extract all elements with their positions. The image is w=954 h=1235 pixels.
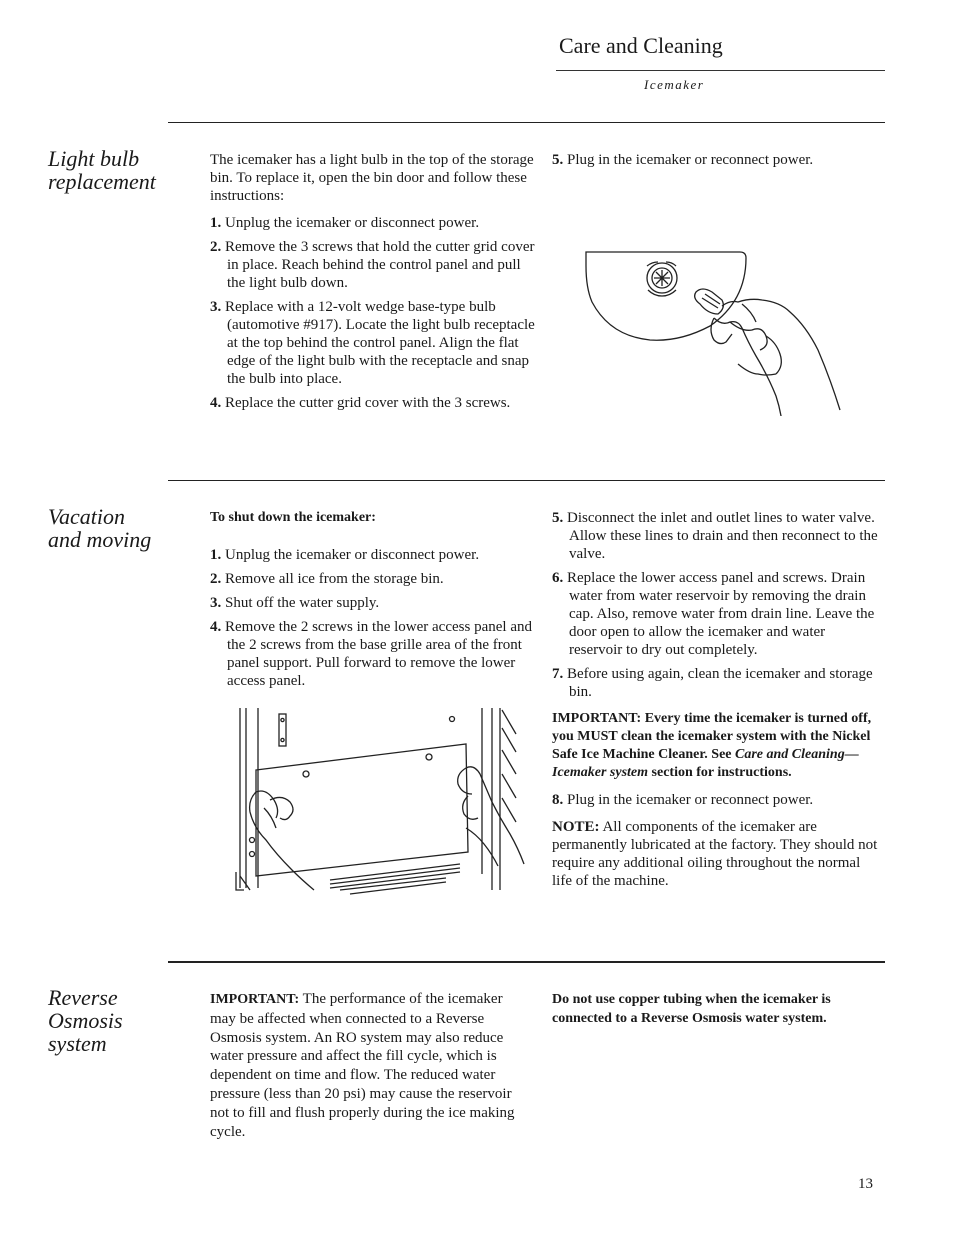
lubrication-note: NOTE: All components of the icemaker are permanently lubricated at the factory. They should not require any additional oiling throughout the normal life of the machine. bbox=[552, 819, 878, 889]
section-title-light-bulb: Light bulb replacement bbox=[48, 146, 156, 194]
list-item: 2. Remove all ice from the storage bin. bbox=[210, 571, 444, 587]
section-divider bbox=[168, 122, 885, 123]
list-item: 7. Before using again, clean the icemaker and storage bin. bbox=[552, 666, 873, 700]
shutdown-steps bbox=[210, 546, 540, 690]
section-title-reverse-osmosis: Reverse Osmosis system bbox=[48, 985, 123, 1056]
light-bulb-steps bbox=[210, 214, 536, 412]
vacation-steps-continued bbox=[552, 509, 882, 701]
ro-important-notice: IMPORTANT: The performance of the icemaker may be affected when connected to a Reverse Osmosis system. An RO system may also reduce water pressure and affect the fill cycle, which is dependent on time and flow. The reduced water pressure (less than 20 psi) may cause the reservoir not to fill and flush properly during the ice making cycle. bbox=[210, 991, 515, 1140]
reverse-osmosis-right-column bbox=[552, 990, 882, 1037]
light-bulb-illustration bbox=[580, 246, 850, 416]
list-item: 3. Shut off the water supply. bbox=[210, 595, 380, 611]
list-item: 5. Disconnect the inlet and outlet lines to water valve. Allow these lines to drain and then reconnect to the valve. bbox=[552, 510, 878, 562]
list-item: 8. Plug in the icemaker or reconnect power. bbox=[552, 792, 814, 808]
light-bulb-intro: The icemaker has a light bulb in the top of the storage bin. To replace it, open the bin door and follow these instructions: bbox=[210, 152, 534, 204]
reverse-osmosis-left-column bbox=[210, 990, 528, 1150]
section-title-vacation: Vacation and moving bbox=[48, 504, 152, 552]
list-item: 4. Remove the 2 screws in the lower access panel and the 2 screws from the base grille area of the front panel support. Pull forward to remove the lower access panel. bbox=[210, 619, 532, 689]
vacation-right-column bbox=[552, 509, 882, 899]
page-number: 13 bbox=[858, 1176, 873, 1192]
section-divider bbox=[168, 961, 885, 963]
list-item: 5. Plug in the icemaker or reconnect power. bbox=[552, 152, 814, 168]
shutdown-heading: To shut down the icemaker: bbox=[210, 510, 376, 525]
page-header-subtitle: Icemaker bbox=[644, 77, 705, 92]
copper-tubing-warning: Do not use copper tubing when the icemaker is connected to a Reverse Osmosis water system. bbox=[552, 992, 831, 1026]
light-bulb-left-column bbox=[210, 151, 536, 421]
access-panel-illustration bbox=[230, 704, 525, 896]
vacation-left-column bbox=[210, 509, 540, 699]
header-rule bbox=[556, 70, 885, 71]
important-cleaning-notice: IMPORTANT: Every time the icemaker is turned off, you MUST clean the icemaker system with the Nickel Safe Ice Machine Cleaner. See Care and Cleaning—Icemaker system section for instructions. bbox=[552, 711, 872, 780]
list-item: 6. Replace the lower access panel and screws. Drain water from water reservoir by removing the drain cap. Also, remove water from drain line. Leave the door open to allow the icemaker and water reservoir to dry out completely. bbox=[552, 570, 875, 658]
light-bulb-right-column bbox=[552, 151, 882, 178]
list-item: 1. Unplug the icemaker or disconnect power. bbox=[210, 215, 480, 231]
list-item: 2. Remove the 3 screws that hold the cutter grid cover in place. Reach behind the control panel and pull the light bulb down. bbox=[210, 239, 535, 291]
list-item: 3. Replace with a 12-volt wedge base-type bulb (automotive #917). Locate the light bulb receptacle at the top behind the control panel. Align the flat edge of the light bulb with the receptacle and snap the bulb into place. bbox=[210, 299, 535, 387]
list-item: 4. Replace the cutter grid cover with the 3 screws. bbox=[210, 395, 511, 411]
list-item: 1. Unplug the icemaker or disconnect power. bbox=[210, 547, 480, 563]
page-header-title: Care and Cleaning bbox=[559, 33, 723, 58]
section-divider bbox=[168, 480, 885, 481]
